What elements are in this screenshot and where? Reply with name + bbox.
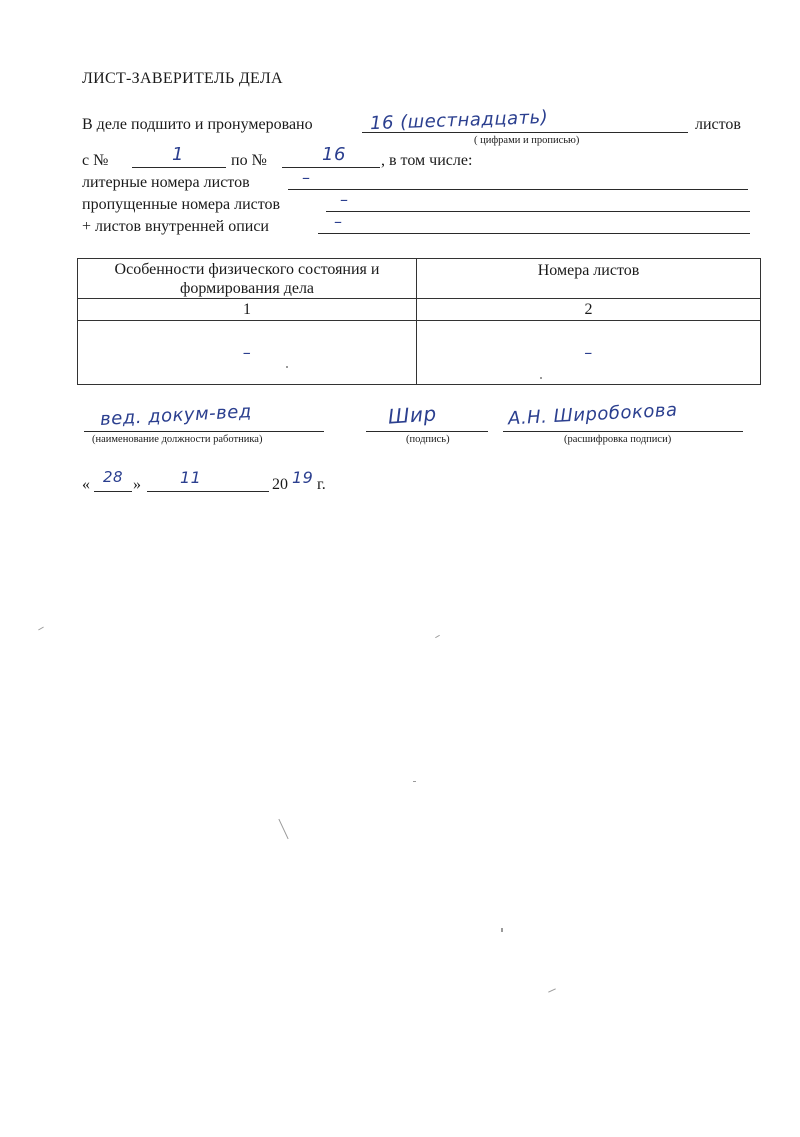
- sheets-count-suffix: листов: [695, 116, 741, 133]
- inventory-sheets-label: + листов внутренней описи: [82, 218, 269, 235]
- date-year-value[interactable]: 19: [292, 468, 314, 487]
- letter-sheets-label: литерные номера листов: [82, 174, 250, 191]
- table-sheet-numbers-cell[interactable]: [417, 321, 761, 385]
- missing-sheets-underline: [326, 211, 750, 212]
- table-sheet-numbers-value: –: [584, 342, 593, 362]
- range-to-value[interactable]: 16: [322, 144, 346, 165]
- range-to-underline: [282, 167, 380, 168]
- sheets-count-hint: ( цифрами и прописью): [474, 135, 580, 146]
- inventory-sheets-value[interactable]: –: [334, 212, 343, 231]
- document-title: ЛИСТ-ЗАВЕРИТЕЛЬ ДЕЛА: [82, 70, 283, 87]
- range-from-underline: [132, 167, 226, 168]
- missing-sheets-value[interactable]: –: [340, 190, 349, 209]
- date-year-unit: г.: [317, 476, 326, 493]
- scan-speck: [540, 377, 542, 379]
- signature-value[interactable]: Шир: [387, 401, 438, 429]
- date-month-value[interactable]: 11: [180, 468, 202, 487]
- scan-speck: [38, 627, 44, 631]
- scan-speck: [501, 928, 503, 932]
- sheets-count-label: В деле подшито и пронумеровано: [82, 116, 313, 133]
- range-to-label: по №: [231, 152, 267, 169]
- inventory-sheets-underline: [318, 233, 750, 234]
- scan-speck: [286, 366, 288, 368]
- table-col-number-1: 1: [78, 299, 417, 321]
- sheets-count-value[interactable]: 16 (шестнадцать): [369, 106, 549, 135]
- table-header-sheet-numbers: Номера листов: [417, 259, 761, 299]
- condition-table: [77, 258, 761, 385]
- name-hint: (расшифровка подписи): [564, 434, 672, 445]
- date-year-prefix: 20: [272, 476, 288, 493]
- signature-underline: [366, 431, 488, 432]
- scan-speck: [278, 819, 288, 839]
- range-from-value[interactable]: 1: [172, 144, 184, 165]
- table-condition-cell[interactable]: [78, 321, 417, 385]
- table-row: [78, 321, 761, 385]
- signature-hint: (подпись): [406, 434, 450, 445]
- range-from-label: с №: [82, 152, 109, 169]
- scan-speck: [413, 781, 416, 782]
- scan-speck: [435, 635, 440, 638]
- table-number-row: [78, 299, 761, 321]
- date-day-underline: [94, 491, 132, 492]
- missing-sheets-label: пропущенные номера листов: [82, 196, 281, 213]
- letter-sheets-value[interactable]: –: [302, 168, 311, 187]
- scan-speck: [548, 988, 556, 992]
- name-underline: [503, 431, 743, 432]
- date-open-quote: «: [82, 476, 90, 493]
- date-close-quote: »: [133, 476, 141, 493]
- position-value[interactable]: вед. докум-вед: [99, 401, 253, 430]
- position-hint: (наименование должности работника): [92, 434, 263, 445]
- table-col-number-2: 2: [417, 299, 761, 321]
- name-value[interactable]: А.Н. Широбокова: [507, 399, 678, 430]
- range-suffix: , в том числе:: [381, 152, 473, 169]
- date-month-underline: [147, 491, 269, 492]
- table-condition-value: –: [242, 342, 252, 362]
- table-header-row: [78, 259, 761, 299]
- position-underline: [84, 431, 324, 432]
- letter-sheets-underline: [288, 189, 748, 190]
- table-header-condition: Особенности физического состояния и формирования дела: [78, 259, 417, 299]
- date-day-value[interactable]: 28: [103, 468, 124, 486]
